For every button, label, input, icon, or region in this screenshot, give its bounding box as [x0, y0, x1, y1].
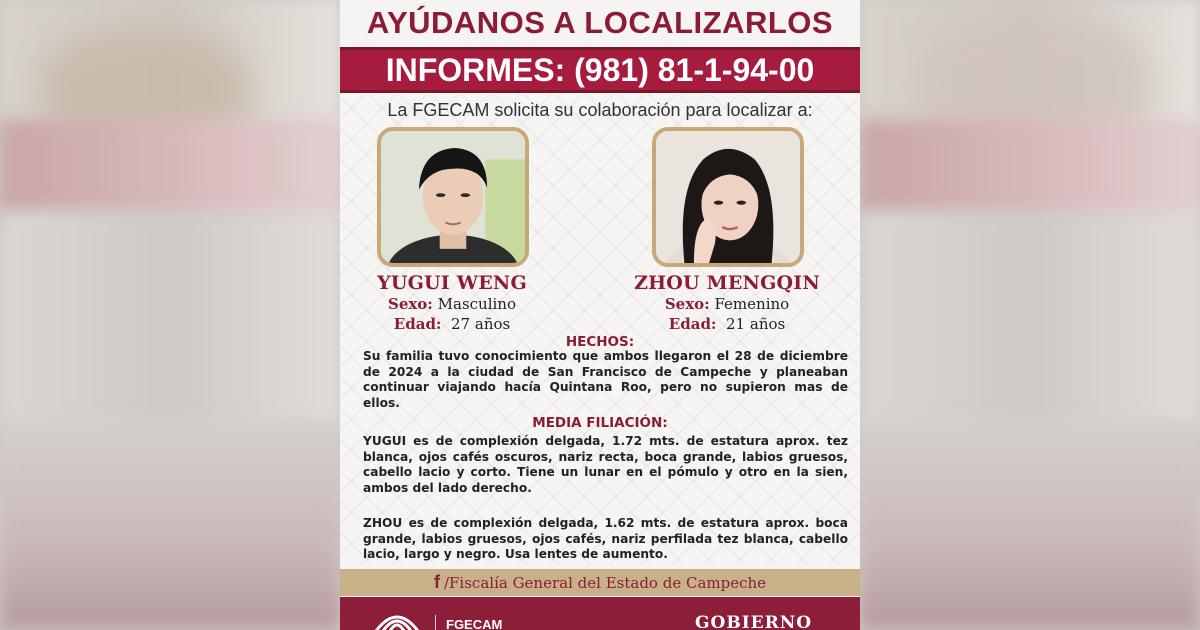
blurred-background-right — [860, 0, 1200, 630]
intro-text: La FGECAM solicita su colaboración para localizar a: — [387, 100, 813, 120]
photo-zhou-mengqin — [652, 127, 804, 267]
edad-value: 27 años — [451, 315, 511, 333]
footer-divider — [435, 615, 436, 630]
footer-gobierno: GOBIERNO — [695, 613, 813, 630]
poster-title: AYÚDANOS A LOCALIZARLOS — [366, 5, 834, 40]
edad-label: Edad: — [393, 315, 442, 333]
edad-value: 21 años — [726, 315, 786, 333]
facebook-page-text: /Fiscalía General del Estado de Campeche — [443, 574, 767, 592]
sexo-value: Femenino — [714, 295, 790, 313]
facebook-icon: f — [433, 572, 440, 592]
facebook-banner — [340, 569, 860, 596]
filiacion-yugui-text: YUGUI es de complexión delgada, 1.72 mts. de estatura aprox. tez blanca, ojos cafés oscuros, nariz recta, boca grande, labios gruesos, cabello lacio y corto. Tiene un lunar en el pómulo y otro en la sien, ambos del lado derecho. — [363, 434, 848, 495]
sexo-yugui — [352, 295, 552, 313]
sexo-label: Sexo: — [387, 295, 433, 313]
edad-yugui — [352, 315, 552, 333]
edad-zhou — [627, 315, 827, 333]
sexo-value: Masculino — [437, 295, 516, 313]
edad-label: Edad: — [668, 315, 717, 333]
blurred-background-left — [0, 0, 340, 630]
phone-banner: INFORMES: (981) 81-1-94-00 — [340, 47, 860, 93]
filiacion-zhou-text: ZHOU es de complexión delgada, 1.62 mts. de estatura aprox. boca grande, labios gruesos, ojos cafés, nariz perfilada tez blanca, cabello lacio, largo y negro. Usa lentes de aumento. — [363, 516, 848, 562]
footer-band — [340, 597, 860, 630]
person-name-zhou: ZHOU MENGQIN — [634, 272, 820, 294]
filiacion-heading: MEDIA FILIACIÓN: — [532, 415, 668, 431]
sexo-zhou — [627, 295, 827, 313]
hechos-text: Su familia tuvo conocimiento que ambos llegaron el 28 de diciembre de 2024 a la ciudad de San Francisco de Campeche y planeaban continuar viajando hacía Quintana Roo, pero no supieron mas de ellos. — [363, 349, 848, 410]
sexo-label: Sexo: — [664, 295, 710, 313]
missing-persons-poster — [340, 0, 860, 630]
photo-yugui-weng — [377, 127, 529, 267]
person-name-yugui: YUGUI WENG — [377, 272, 527, 294]
hechos-heading: HECHOS: — [565, 334, 635, 350]
footer-org-name: FGECAM — [446, 617, 503, 630]
fgecam-logo-icon — [374, 609, 420, 630]
